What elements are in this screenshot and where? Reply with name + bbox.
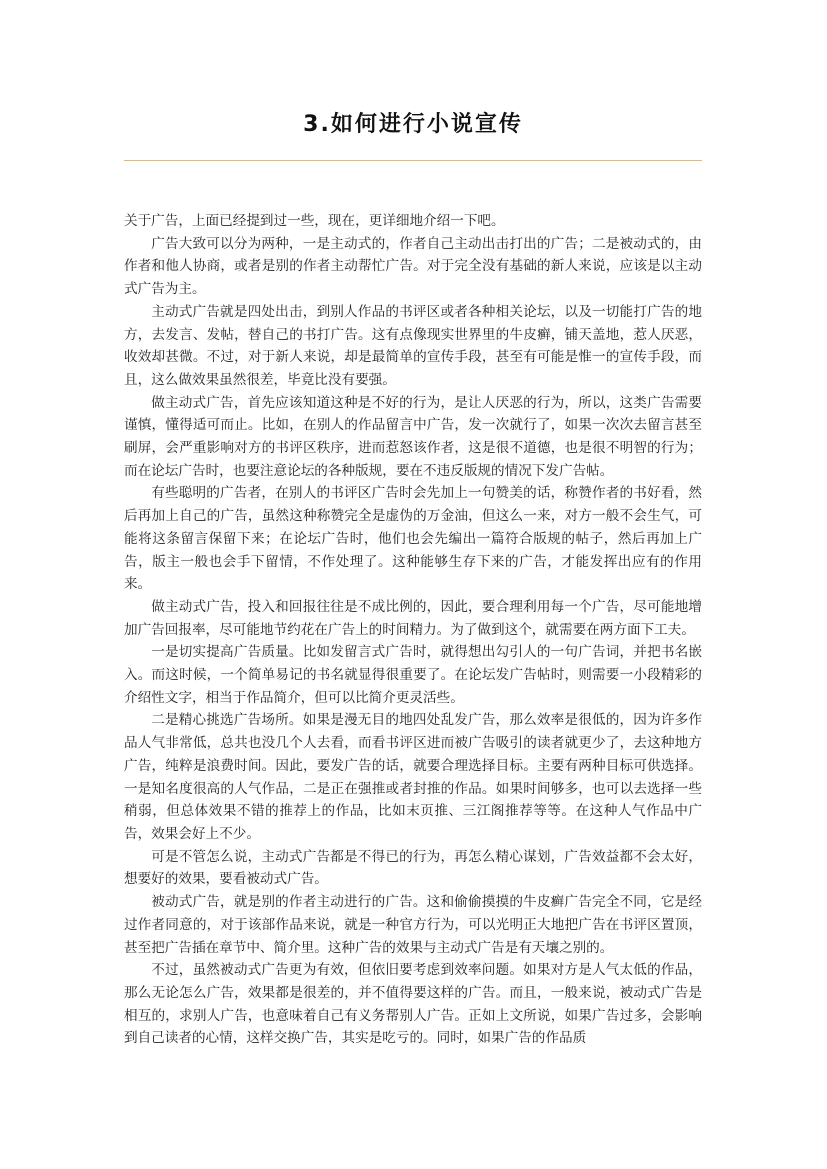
page-title: 3.如何进行小说宣传 [303,112,523,137]
paragraph: 二是精心挑选广告场所。如果是漫无目的地四处乱发广告，那么效率是很低的，因为许多作品人气非常低，总共也没几个人去看，而看书评区进而被广告吸引的读者就更少了，去这种地方广告，纯粹是浪费时间。因此，要发广告的话，就要合理选择目标。主要有两种目标可供选择。一是知名度很高的人气作品，二是正在强推或者封推的作品。如果时间够多，也可以去选择一些稍弱，但总体效果不错的推荐上的作品，比如末页推、三江阁推荐等等。在这种人气作品中广告，效果会好上不少。 [124,712,702,842]
paragraph: 一是切实提高广告质量。比如发留言式广告时，就得想出勾引人的一句广告词，并把书名嵌入。而这时候，一个简单易记的书名就显得很重要了。在论坛发广告帖时，则需要一小段精彩的介绍性文字，相当于作品简介，但可以比简介更灵活些。 [124,644,702,706]
paragraph: 做主动式广告，投入和回报往往是不成比例的，因此，要合理利用每一个广告，尽可能地增加广告回报率，尽可能地节约花在广告上的时间精力。为了做到这个，就需要在两方面下工夫。 [124,598,702,638]
paragraph: 关于广告，上面已经提到过一些，现在，更详细地介绍一下吧。 [124,213,505,229]
paragraph: 主动式广告就是四处出击，到别人作品的书评区或者各种相关论坛，以及一切能打广告的地方，去发言、发帖，替自己的书打广告。这有点像现实世界里的牛皮癣，铺天盖地，惹人厌恶，收效却甚微。不过，对于新人来说，却是最简单的宣传手段，甚至有可能是惟一的宣传手段，而且，这么做效果虽然很差，毕竟比没有要强。 [124,303,702,388]
paragraph: 有些聪明的广告者，在别人的书评区广告时会先加上一句赞美的话，称赞作者的书好看，然后再加上自己的广告，虽然这种称赞完全是虚伪的万金油，但这么一来，对方一般不会生气，可能将这条留言保留下来；在论坛广告时，他们也会先编出一篇符合版规的帖子，然后再加上广告，版主一般也会手下留情，不作处理了。这种能够生存下来的广告，才能发挥出应有的作用来。 [124,485,702,593]
paragraph: 广告大致可以分为两种，一是主动式的，作者自己主动出击打出的广告；二是被动式的，由作者和他人协商，或者是别的作者主动帮忙广告。对于完全没有基础的新人来说，应该是以主动式广告为主。 [124,235,702,298]
paragraph: 被动式广告，就是别的作者主动进行的广告。这和偷偷摸摸的牛皮癣广告完全不同，它是经过作者同意的，对于该部作品来说，就是一种官方行为，可以光明正大地把广告在书评区置顶，甚至把广告插在章节中、简介里。这种广告的效果与主动式广告是有天壤之别的。 [124,894,702,956]
paragraph: 可是不管怎么说，主动式广告都是不得已的行为，再怎么精心谋划，广告效益都不会太好，想要好的效果，要看被动式广告。 [124,848,702,888]
paragraph: 不过，虽然被动式广告更为有效，但依旧要考虑到效率问题。如果对方是人气太低的作品，那么无论怎么广告，效果都是很差的，并不值得要这样的广告。而且，一般来说，被动式广告是相互的，求别人广告，也意味着自己有义务帮别人广告。正如上文所说，如果广告过多，会影响到自己读者的心情，这样交换广告，其实是吃亏的。同时，如果广告的作品质 [124,962,702,1047]
document-body [124,210,702,1050]
paragraph: 做主动式广告，首先应该知道这种是不好的行为，是让人厌恶的行为，所以，这类广告需要谨慎，懂得适可而止。比如，在别人的作品留言中广告，发一次就行了，如果一次次去留言甚至刷屏，会严重影响对方的书评区秩序，进而惹怒该作者，这是很不道德，也是很不明智的行为；而在论坛广告时，也要注意论坛的各种版规，要在不违反版规的情况下发广告帖。 [124,394,702,479]
title-divider [124,160,702,161]
